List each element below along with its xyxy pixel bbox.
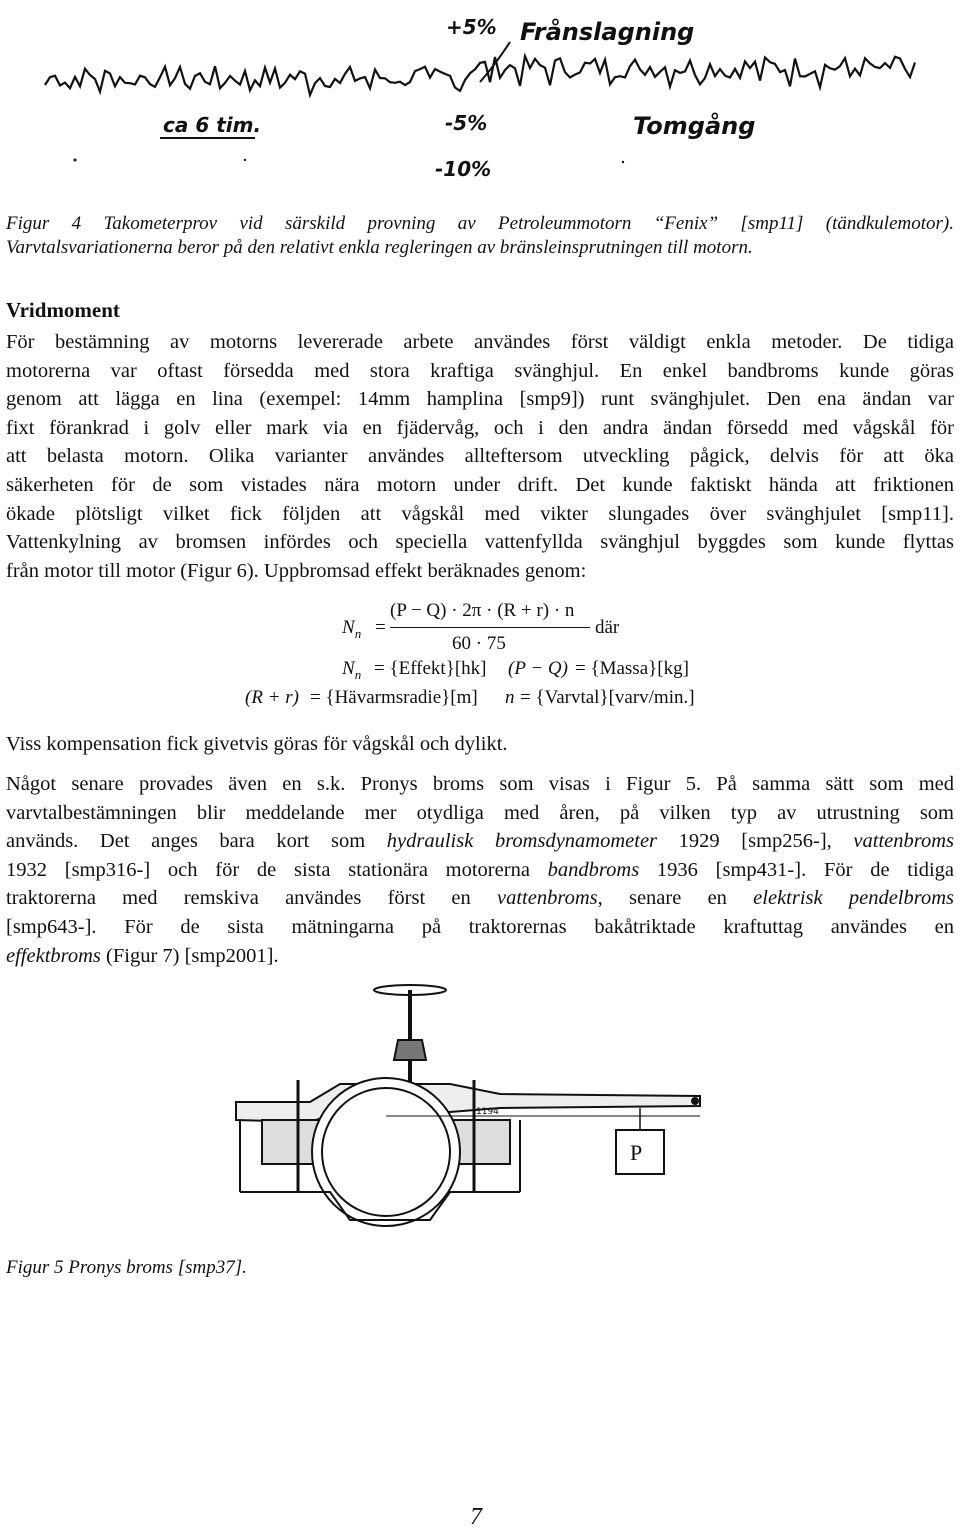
arm-end-pin (692, 1098, 698, 1104)
def-n: = {Varvtal}[varv/min.] (520, 687, 695, 708)
paragraph-line: varvtalbestämningen blir meddelande mer otydliga med åren, på vilken typ av utrustning som (6, 801, 954, 824)
speck (244, 159, 246, 161)
speck (622, 161, 624, 163)
formula-denominator: 60 · 75 (452, 633, 506, 654)
paragraph-line: För bestämning av motorns levererade arbete användes först väldigt enkla metoder. De tidiga (6, 331, 954, 353)
def-pq-lhs: (P − Q) (508, 658, 568, 679)
formula-block (245, 600, 750, 715)
speed-trace (45, 56, 915, 95)
brake-drum (312, 1078, 460, 1226)
paragraph-line: genom att lägga en lina (exempel: 14mm hamplina [smp9]) runt svänghjulet. Den ena ändan var (6, 388, 954, 411)
def-nn: = {Effekt}[hk] (374, 658, 487, 679)
paragraph-1 (6, 328, 954, 585)
formula-numerator: (P − Q) · 2π · (R + r) · n (390, 600, 575, 621)
paragraph-line: säkerheten för de som vistades nära motorn under drift. Det kunde faktiskt hända att friktionen (6, 473, 954, 496)
figure4-caption-line1: Figur 4 Takometerprov vid särskild provning av Petroleummotorn “Fenix” [smp11] (tändkulemotor). (6, 213, 954, 234)
def-nn-lhs: $N_n$ (342, 658, 362, 682)
paragraph-line: Vattenkylning av bromsen infördes och speciella vattenfyllda svänghjul byggdes som kunde flyttas (6, 531, 954, 554)
paragraph-3 (6, 770, 954, 970)
paragraph-line: 1932 [smp316-] och för de sista stationära motorerna bandbroms 1936 [smp431-]. För de tidiga (6, 858, 954, 881)
formula-equals: = (375, 617, 386, 638)
spindle-nut (394, 1040, 426, 1060)
paragraph-line: traktorerna med remskiva användes först en vattenbroms, senare en elektrisk pendelbroms (6, 887, 954, 910)
paragraph-line: motorerna var oftast försedda med stora kraftiga svänghjul. En enkel bandbroms kunde göras (6, 359, 954, 382)
fraction-bar (390, 627, 590, 628)
paragraph-line: [smp643-]. För de sista mätningarna på traktorernas bakåtriktade kraftuttag användes en (6, 915, 954, 938)
formula-lhs: $N_n$ (342, 617, 362, 641)
section-heading: Vridmoment (6, 298, 120, 322)
paragraph-line: fixt förankrad i golv eller mark via en fjädervåg, och i den andra ändan försedd med vågskål för (6, 416, 954, 439)
label-hour: ca 6 tim. (163, 113, 262, 137)
paragraph-line: används. Det anges bara kort som hydraulisk bromsdynamometer 1929 [smp256-], vattenbroms (6, 830, 955, 853)
label-minus10: -10% (435, 157, 492, 180)
paragraph-line: effektbroms (Figur 7) [smp2001]. (6, 944, 279, 967)
label-minus5: -5% (445, 111, 488, 135)
label-tomgang: Tomgång (633, 112, 756, 140)
paragraph-line: att belasta motorn. Olika varianter användes allteftersom utveckling pågick, delvis för att öka (6, 445, 954, 468)
speck (74, 159, 77, 162)
paragraph-2: Viss kompensation fick givetvis göras för vågskål och dylikt. (6, 733, 508, 755)
def-n-lhs: n (505, 687, 515, 708)
formula-dar: där (595, 617, 620, 638)
weight-label: P (630, 1140, 643, 1165)
paragraph-line: från motor till motor (Figur 6). Uppbromsad effekt beräknades genom: (6, 559, 587, 582)
figure4-caption-line2: Varvtalsvariationerna beror på den relativt enkla regleringen av bränsleinsprutningen till motorn. (6, 237, 753, 258)
def-pq: = {Massa}[kg] (575, 658, 689, 679)
paragraph-line: Något senare provades även en s.k. Pronys broms som visas i Figur 5. På samma sätt som med (6, 773, 954, 795)
page-number: 7 (470, 1504, 482, 1530)
label-plus5: +5% (446, 15, 497, 39)
dimension-label: 1194 (476, 1107, 499, 1117)
def-rr-lhs: (R + r) (245, 687, 299, 708)
prony-brake-figure (200, 980, 760, 1230)
paragraph-line: ökade plötsligt vilket fick följden att vågskål med vikter slungades över svänghjulet [smp11]. (6, 502, 954, 525)
label-franslagning: Frånslagning (520, 18, 695, 46)
tachometer-figure (40, 10, 920, 180)
figure5-caption: Figur 5 Pronys broms [smp37]. (6, 1257, 247, 1278)
def-rr: = {Hävarmsradie}[m] (310, 687, 478, 708)
